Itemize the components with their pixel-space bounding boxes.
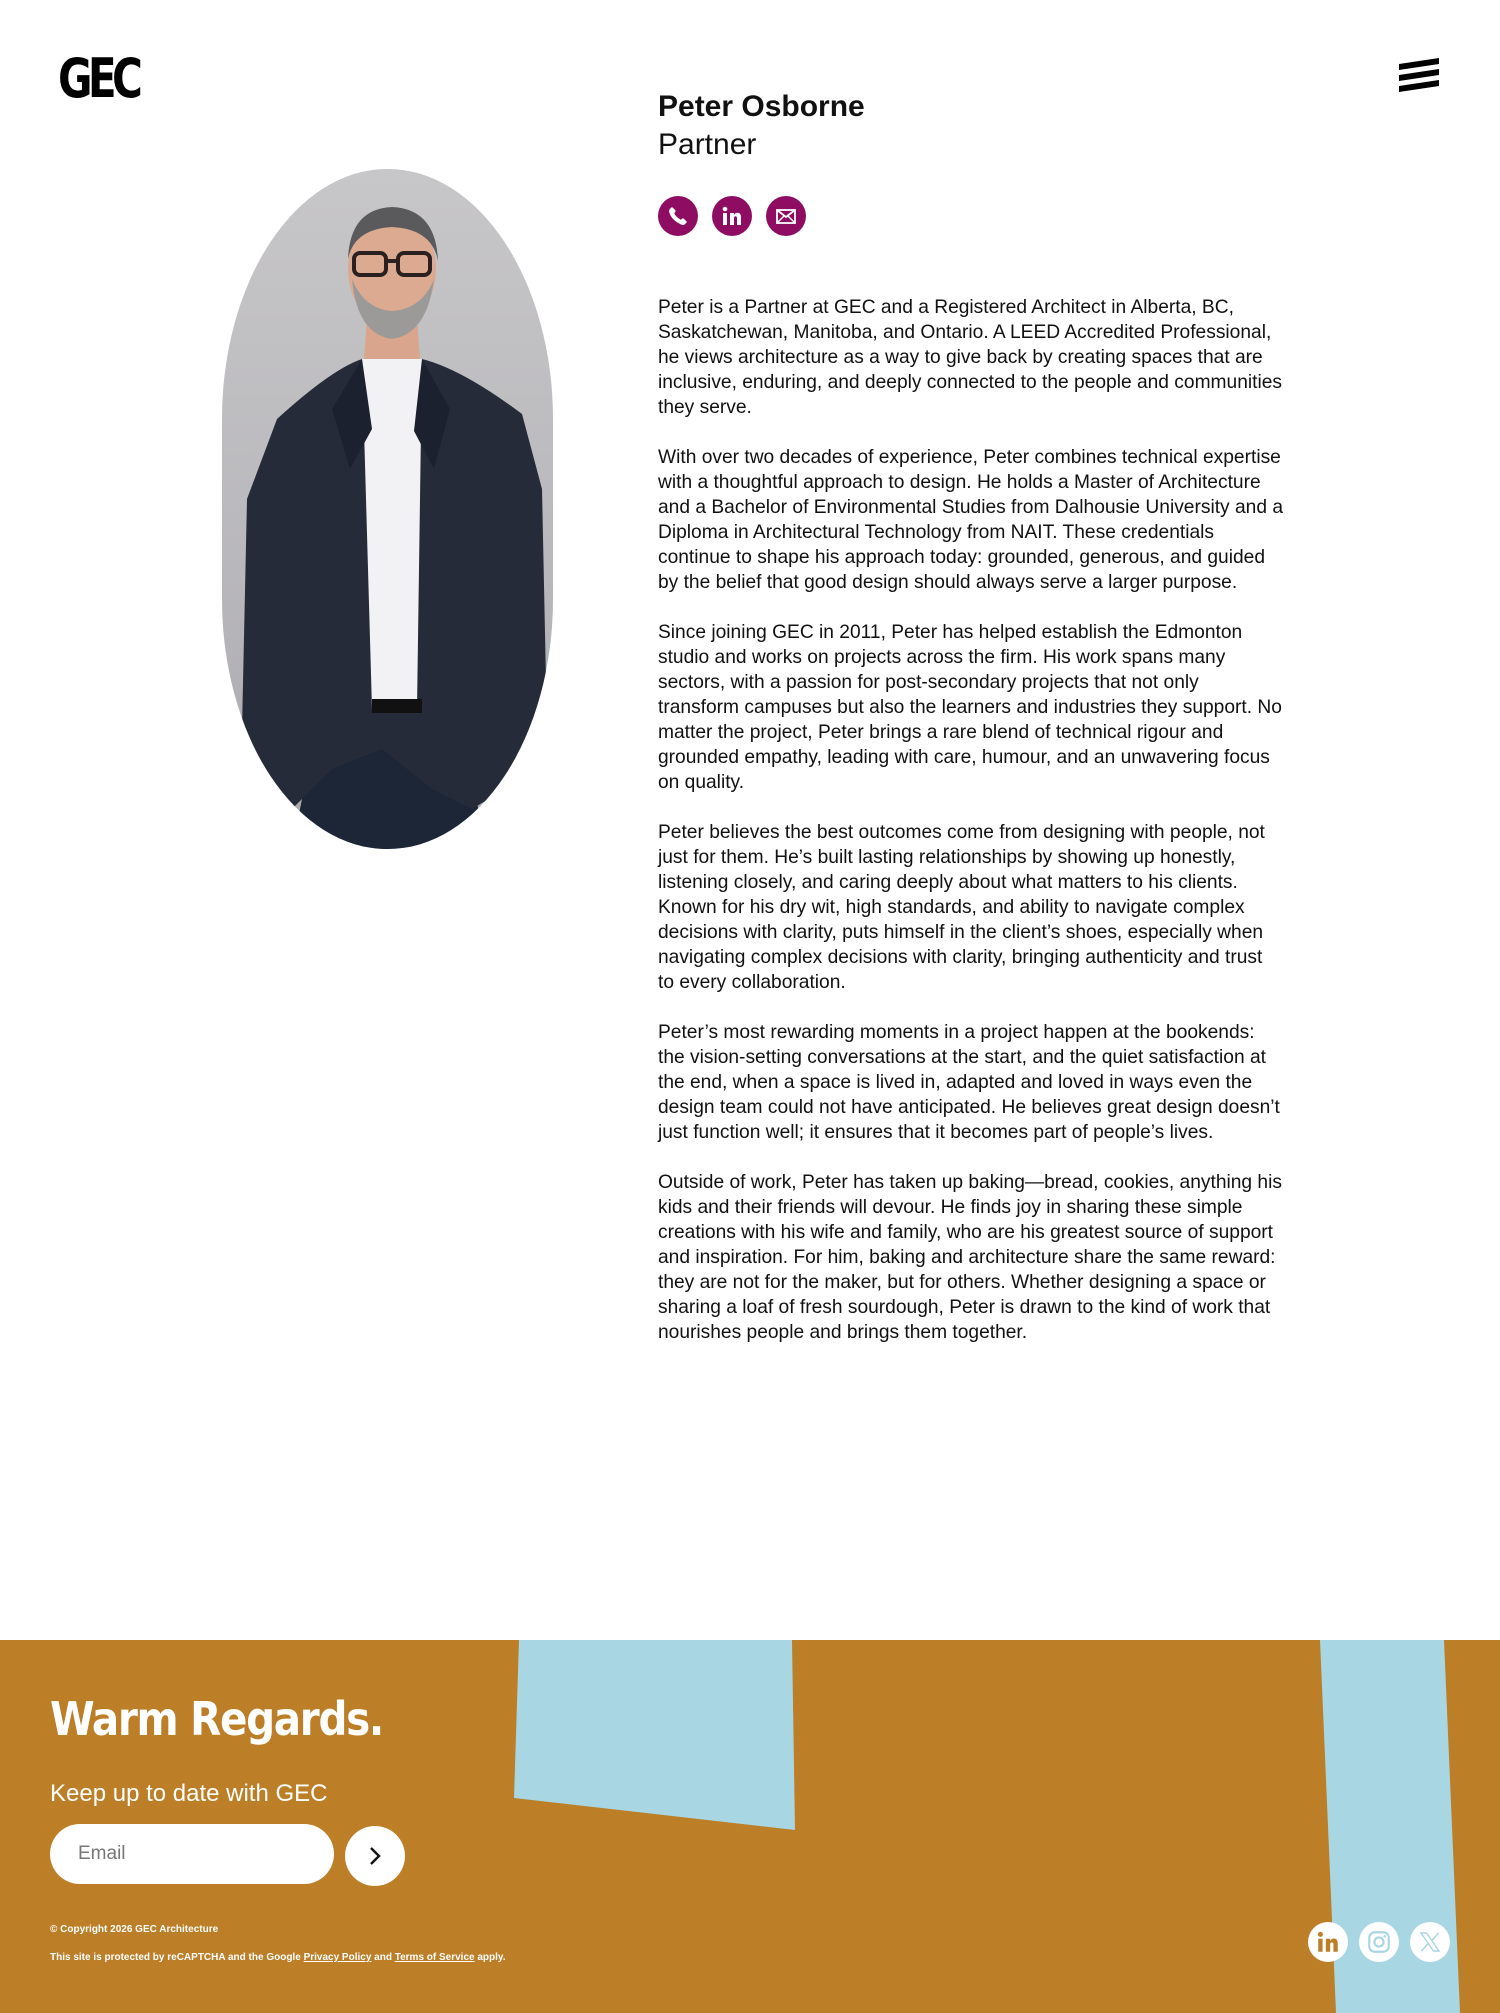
hamburger-menu-icon [1397,56,1443,96]
footer-instagram-link[interactable] [1359,1922,1399,1962]
profile-photo [222,169,553,849]
recaptcha-prefix: This site is protected by reCAPTCHA and the Google [50,1952,301,1963]
recaptcha-suffix: apply. [477,1952,506,1963]
bio-paragraph: Peter is a Partner at GEC and a Registered Architect in Alberta, BC, Saskatchewan, Manitoba, and Ontario. A LEED Accredited Professional, he views architecture as a way to give back by creating spaces that are inclusive, enduring, and deeply connected to the people and communities they serve. [658,297,1283,418]
person-name: Peter Osborne [658,90,865,123]
phone-icon [666,204,690,228]
footer-linkedin-link[interactable] [1308,1922,1348,1962]
bio-paragraph: Peter believes the best outcomes come from designing with people, not just for them. He’s built lasting relationships by showing up honestly, listening closely, and caring deeply about what matters to his clients. Known for his dry wit, high standards, and ability to navigate complex decisions with clarity, puts himself in the client’s shoes, especially when navigating complex decisions with clarity, bringing authenticity and trust to every collaboration. [658,822,1265,993]
copyright-text: © Copyright 2026 GEC Architecture [50,1924,219,1935]
person-title: Partner [658,128,757,161]
site-footer [0,1640,1500,2013]
gec-logo[interactable]: GEC [58,47,139,110]
bio-paragraph: Outside of work, Peter has taken up baking—bread, cookies, anything his kids and their friends will devour. He finds joy in sharing these simple creations with his wife and family, who are his greatest source of support and inspiration. For him, baking and architecture share the same reward: they are not for the maker, but for others. Whether designing a space or sharing a loaf of fresh sourdough, Peter is drawn to the kind of work that nourishes people and brings them together. [658,1172,1282,1343]
linkedin-icon [1315,1929,1341,1955]
newsletter-submit-button[interactable] [345,1826,405,1886]
privacy-policy-link[interactable]: Privacy Policy [303,1952,372,1963]
instagram-icon [1366,1929,1392,1955]
footer-heading: Warm Regards. [50,1692,383,1746]
linkedin-button[interactable] [712,196,752,236]
x-icon [1418,1930,1442,1954]
recaptcha-notice [50,1952,506,1963]
newsletter-label: Keep up to date with GEC [50,1780,328,1807]
chevron-right-icon [364,1845,386,1867]
bio-paragraph: With over two decades of experience, Peter combines technical expertise with a thoughtful approach to design. He holds a Master of Architecture and a Bachelor of Environmental Studies from Dalhousie University and a Diploma in Architectural Technology from NAIT. These credentials continue to shape his approach today: grounded, generous, and guided by the belief that good design should always serve a larger purpose. [658,447,1283,593]
bio-paragraph: Since joining GEC in 2011, Peter has helped establish the Edmonton studio and works on projects across the firm. His work spans many sectors, with a passion for post-secondary projects that not only transform campuses but also the learners and industries they support. No matter the project, Peter brings a rare blend of technical rigour and grounded empathy, leading with care, humour, and an unwavering focus on quality. [658,622,1282,793]
phone-button[interactable] [658,196,698,236]
email-input[interactable] [50,1824,334,1884]
recaptcha-and: and [374,1952,392,1963]
email-icon [774,204,798,228]
linkedin-icon [720,204,744,228]
menu-button[interactable] [1397,56,1443,96]
bio-paragraph: Peter’s most rewarding moments in a project happen at the bookends: the vision-setting conversations at the start, and the quiet satisfaction at the end, when a space is lived in, adapted and loved in ways even the design team could not have anticipated. He believes great design doesn’t just function well; it ensures that it becomes part of people’s lives. [658,1022,1280,1143]
terms-of-service-link[interactable]: Terms of Service [394,1952,475,1963]
email-button[interactable] [766,196,806,236]
bio-section [658,295,1283,1370]
footer-x-link[interactable] [1410,1922,1450,1962]
